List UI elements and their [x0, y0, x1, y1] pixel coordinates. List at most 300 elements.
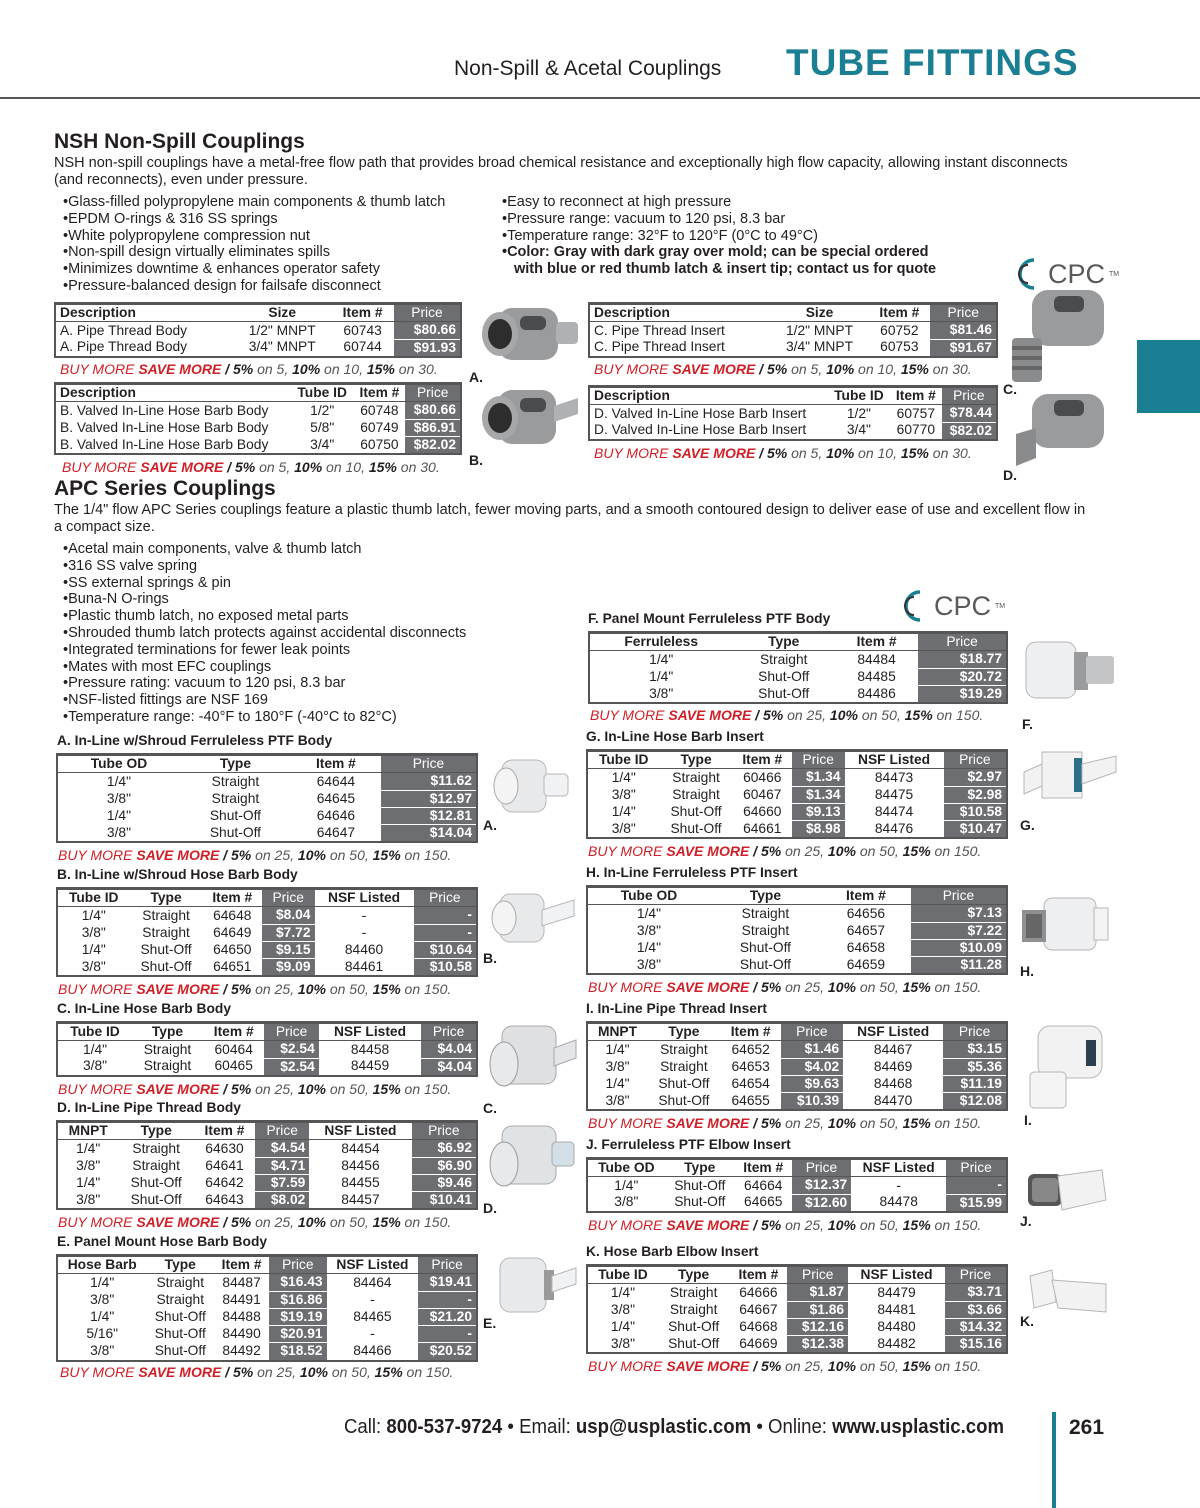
buy-more-save-more: [590, 707, 983, 723]
column-header: Price: [269, 1256, 327, 1274]
section-title-c: C. In-Line Hose Barb Body: [57, 1001, 232, 1016]
buy-more-save-more: [58, 847, 451, 863]
nsh-bullets-left: [63, 194, 445, 295]
column-header: Price: [781, 1023, 844, 1041]
table-cell: 84478: [851, 1194, 946, 1212]
discount-sep: /: [219, 1214, 231, 1230]
column-header: Item #: [835, 633, 918, 651]
discount-qty: on 50,: [327, 1364, 375, 1380]
section-title-k: K. Hose Barb Elbow Insert: [586, 1244, 759, 1259]
buy-more-text: BUY MORE: [58, 847, 137, 863]
table-cell: 3/8": [57, 825, 180, 843]
buy-more-save-more: [588, 1217, 981, 1233]
bullet-item: • 316 SS valve spring: [63, 558, 466, 575]
discount-tier: 10%: [297, 847, 326, 863]
discount-sep: /: [221, 361, 233, 377]
image-label: H.: [1020, 963, 1034, 979]
table-row: [55, 402, 461, 419]
column-header: Type: [132, 1023, 203, 1041]
coupling-image: [484, 886, 576, 950]
table-cell: 1/4": [57, 1140, 118, 1157]
table-cell: -: [418, 1291, 477, 1308]
table-cell: Shut-Off: [180, 825, 291, 843]
image-label: A.: [483, 817, 497, 833]
image-label: B.: [469, 452, 483, 468]
column-header: Tube ID: [587, 1266, 658, 1284]
discount-tier: 5%: [760, 1217, 782, 1233]
table-cell: 1/4": [57, 1174, 118, 1191]
table-cell: $9.15: [262, 941, 315, 958]
discount-tier: 15%: [902, 979, 931, 995]
table-cell: $15.16: [945, 1336, 1007, 1354]
column-header: Tube ID: [291, 384, 353, 402]
table-cell: $2.97: [944, 769, 1007, 786]
bullet-item: • SS external springs & pin: [63, 575, 466, 592]
table-cell: $3.66: [945, 1301, 1007, 1318]
table-cell: $7.72: [262, 924, 315, 941]
footer-sep: • Online:: [751, 1416, 833, 1438]
discount-qty: on 25,: [251, 847, 298, 863]
table-cell: 84488: [214, 1308, 269, 1325]
buy-more-save-more: [588, 843, 981, 859]
table-row: [55, 436, 461, 454]
table-cell: 1/4": [57, 807, 180, 824]
cpc-logo-icon: CPC TM: [1018, 257, 1119, 291]
table-row: [587, 1177, 1007, 1194]
discount-tier: 15%: [372, 981, 401, 997]
column-header: Item #: [735, 1159, 792, 1177]
save-more-text: SAVE MORE: [666, 1358, 750, 1374]
table-cell: $10.64: [414, 941, 477, 958]
discount-qty: on 25,: [781, 1217, 828, 1233]
discount-sep: /: [749, 1358, 761, 1374]
table-cell: 1/4": [587, 1075, 647, 1092]
table-cell: A. Pipe Thread Body: [55, 339, 233, 357]
table-cell: $9.13: [792, 803, 845, 820]
discount-tier: 5%: [232, 1364, 254, 1380]
table-cell: 1/4": [589, 668, 732, 685]
coupling-image: [1012, 740, 1122, 816]
buy-more-save-more: [588, 979, 981, 995]
table-cell: 64644: [291, 773, 381, 790]
column-header: Item #: [868, 304, 930, 322]
discount-tier: 10%: [294, 459, 323, 475]
table-cell: 60749: [353, 419, 405, 436]
apc-table-i: [586, 1021, 1008, 1111]
section-title-g: G. In-Line Hose Barb Insert: [586, 729, 764, 744]
apc-intro: The 1/4" flow APC Series couplings feature a plastic thumb latch, fewer moving parts, and a smooth contoured design to deliver ease of use and excellent flow in a compact size.: [54, 502, 1086, 535]
table-cell: -: [327, 1326, 419, 1343]
discount-tier: 10%: [827, 1115, 856, 1131]
column-header: MNPT: [57, 1122, 118, 1140]
apc-table-j: [586, 1157, 1008, 1213]
table-cell: 60770: [890, 422, 942, 440]
table-cell: 84459: [319, 1058, 421, 1076]
nsh-table-a: [54, 302, 462, 358]
discount-sep: /: [221, 1364, 233, 1380]
column-header: Tube ID: [57, 1023, 132, 1041]
section-title-d: D. In-Line Pipe Thread Body: [57, 1100, 241, 1115]
table-cell: Straight: [146, 1291, 214, 1308]
table-row: [587, 1075, 1007, 1092]
table-cell: $10.58: [414, 959, 477, 977]
table-cell: Shut-Off: [659, 803, 732, 820]
column-header: Type: [129, 889, 202, 907]
discount-qty: on 50,: [325, 1214, 373, 1230]
table-cell: $11.19: [943, 1075, 1007, 1092]
table-cell: 64661: [733, 821, 792, 839]
column-header: Description: [55, 384, 291, 402]
buy-more-text: BUY MORE: [60, 361, 139, 377]
discount-qty: on 25,: [251, 981, 298, 997]
table-cell: 1/4": [587, 1318, 658, 1335]
table-cell: 84490: [214, 1326, 269, 1343]
cpc-logo-text: CPC: [934, 590, 992, 621]
table-cell: 84492: [214, 1343, 269, 1361]
table-cell: 84457: [309, 1192, 411, 1210]
table-cell: 84469: [843, 1058, 943, 1075]
bullet-item: • Mates with most EFC couplings: [63, 659, 466, 676]
bullet-item: • Plastic thumb latch, no exposed metal parts: [63, 608, 466, 625]
table-cell: $16.86: [269, 1291, 327, 1308]
discount-tier: 10%: [826, 361, 855, 377]
column-header: Size: [771, 304, 868, 322]
discount-tier: 5%: [760, 843, 782, 859]
column-header: Item #: [729, 1266, 787, 1284]
bullet-item: • Temperature range: -40°F to 180°F (-40°C to 82°C): [63, 709, 466, 726]
buy-more-text: BUY MORE: [58, 1214, 137, 1230]
table-cell: Straight: [146, 1274, 214, 1291]
column-header: Tube ID: [828, 387, 890, 405]
table-cell: Shut-Off: [146, 1326, 214, 1343]
table-cell: 60750: [353, 436, 405, 454]
bullet-item: • Buna-N O-rings: [63, 591, 466, 608]
table-cell: 60752: [868, 322, 930, 339]
footer-phone[interactable]: 800-537-9724: [386, 1416, 503, 1438]
table-cell: $5.36: [943, 1058, 1007, 1075]
discount-tier: 5%: [766, 361, 788, 377]
column-header: Item #: [890, 387, 942, 405]
apc-table-c: [56, 1021, 478, 1077]
buy-more-save-more: [588, 1115, 981, 1131]
table-row: [587, 1318, 1007, 1335]
table-cell: $2.54: [264, 1058, 318, 1076]
table-cell: 64668: [729, 1318, 787, 1335]
save-more-text: SAVE MORE: [138, 1364, 222, 1380]
column-header: Price: [412, 1122, 477, 1140]
table-row: [587, 1284, 1007, 1301]
table-cell: $15.99: [946, 1194, 1007, 1212]
table-cell: Straight: [129, 924, 202, 941]
table-row: [57, 825, 477, 843]
save-more-text: SAVE MORE: [136, 1081, 220, 1097]
table-cell: 1/4": [57, 941, 129, 958]
table-cell: $82.02: [942, 422, 997, 440]
discount-qty: on 25,: [781, 1115, 828, 1131]
table-cell: C. Pipe Thread Insert: [589, 339, 771, 357]
table-cell: 84473: [845, 769, 944, 786]
apc-title: APC Series Couplings: [54, 477, 276, 500]
column-header: Price: [418, 1256, 477, 1274]
discount-tier: 10%: [829, 707, 858, 723]
coupling-image: [470, 298, 582, 370]
table-cell: 60467: [733, 786, 792, 803]
apc-table-g: [586, 749, 1008, 839]
table-cell: Straight: [710, 922, 821, 939]
apc-table-d: [56, 1120, 478, 1210]
table-cell: 3/8": [587, 786, 659, 803]
buy-more-save-more: [60, 1364, 453, 1380]
table-cell: Straight: [710, 905, 821, 922]
table-row: [587, 803, 1007, 820]
table-cell: $10.39: [781, 1093, 844, 1111]
table-cell: $11.62: [381, 773, 477, 790]
nsh-intro: NSH non-spill couplings have a metal-free flow path that provides broad chemical resistance and exceptionally high flow capacity, allowing instant disconnects (and reconnects), even under pressure.: [54, 155, 1068, 188]
buy-more-text: BUY MORE: [590, 707, 669, 723]
image-label: A.: [469, 369, 483, 385]
table-row: [57, 1174, 477, 1191]
table-cell: $19.19: [269, 1308, 327, 1325]
table-cell: $19.41: [418, 1274, 477, 1291]
discount-tier: 5%: [766, 445, 788, 461]
column-header: Description: [589, 387, 828, 405]
discount-qty: on 25,: [251, 1081, 298, 1097]
discount-qty: on 10,: [854, 445, 901, 461]
table-cell: $7.22: [911, 922, 1007, 939]
discount-qty: on 150.: [400, 1081, 452, 1097]
buy-more-text: BUY MORE: [594, 445, 673, 461]
table-cell: $10.58: [944, 803, 1007, 820]
table-cell: 60753: [868, 339, 930, 357]
save-more-text: SAVE MORE: [672, 361, 756, 377]
table-cell: Straight: [132, 1058, 203, 1076]
coupling-image: [482, 1250, 578, 1322]
discount-qty: on 30.: [396, 459, 440, 475]
buy-more-text: BUY MORE: [60, 1364, 139, 1380]
discount-tier: 5%: [762, 707, 784, 723]
image-label: F.: [1022, 716, 1033, 732]
coupling-image: [1002, 388, 1118, 472]
table-row: [55, 322, 461, 339]
bullet-item: • EPDM O-rings & 316 SS springs: [63, 211, 445, 228]
table-row: [589, 405, 997, 422]
table-cell: $91.93: [394, 339, 461, 357]
apc-table-h: [586, 885, 1008, 975]
table-cell: $19.29: [918, 685, 1007, 703]
discount-qty: on 25,: [251, 1214, 298, 1230]
table-cell: 3/8": [587, 922, 710, 939]
table-cell: 60464: [203, 1041, 264, 1058]
table-cell: Shut-Off: [658, 1336, 730, 1354]
column-header: MNPT: [587, 1023, 647, 1041]
table-cell: $2.98: [944, 786, 1007, 803]
column-header: NSF Listed: [851, 1159, 946, 1177]
table-cell: $12.37: [792, 1177, 852, 1194]
column-header: Item #: [721, 1023, 781, 1041]
table-cell: 64651: [203, 959, 262, 977]
table-cell: 84464: [327, 1274, 419, 1291]
discount-tier: 15%: [372, 1081, 401, 1097]
discount-tier: 10%: [827, 979, 856, 995]
table-cell: $86.91: [405, 419, 461, 436]
column-header: Price: [264, 1023, 318, 1041]
table-cell: Shut-Off: [732, 685, 835, 703]
discount-qty: on 50,: [325, 981, 373, 997]
table-cell: $20.52: [418, 1343, 477, 1361]
bullet-item: • Color: Gray with dark gray over mold; can be special ordered: [502, 244, 936, 261]
table-cell: 1/4": [587, 803, 659, 820]
save-more-text: SAVE MORE: [666, 979, 750, 995]
buy-more-save-more: [58, 981, 451, 997]
table-cell: -: [851, 1177, 946, 1194]
column-header: Item #: [291, 755, 381, 773]
section-title-a: A. In-Line w/Shroud Ferruleless PTF Body: [57, 733, 333, 748]
discount-sep: /: [219, 981, 231, 997]
column-header: Type: [118, 1122, 194, 1140]
discount-tier: 10%: [297, 1214, 326, 1230]
coupling-image: [1002, 282, 1118, 390]
table-cell: 84465: [327, 1308, 419, 1325]
apc-table-b: [56, 887, 478, 977]
discount-qty: on 150.: [930, 979, 982, 995]
discount-qty: on 25,: [783, 707, 830, 723]
bullet-item: • White polypropylene compression nut: [63, 228, 445, 245]
header-title: TUBE FITTINGS: [786, 42, 1079, 83]
image-label: D.: [1003, 467, 1017, 483]
buy-more-text: BUY MORE: [588, 1358, 667, 1374]
column-header: Price: [930, 304, 997, 322]
section-title-j: J. Ferruleless PTF Elbow Insert: [586, 1137, 791, 1152]
table-cell: 64646: [291, 807, 381, 824]
discount-tier: 15%: [902, 1358, 931, 1374]
table-cell: 3/8": [57, 959, 129, 977]
nsh-table-c: [588, 302, 998, 358]
table-cell: 84458: [319, 1041, 421, 1058]
discount-tier: 5%: [760, 979, 782, 995]
column-header: Price: [943, 1023, 1007, 1041]
table-row: [589, 322, 997, 339]
discount-qty: on 5,: [787, 445, 827, 461]
buy-more-save-more: [58, 1081, 451, 1097]
table-row: [587, 1194, 1007, 1212]
table-cell: Straight: [659, 769, 732, 786]
table-cell: $9.09: [262, 959, 315, 977]
discount-tier: 15%: [372, 1214, 401, 1230]
discount-qty: on 150.: [932, 707, 984, 723]
table-cell: 84476: [845, 821, 944, 839]
bullet-item: • Non-spill design virtually eliminates spills: [63, 244, 445, 261]
image-label: K.: [1020, 1313, 1034, 1329]
coupling-image: [482, 1020, 578, 1102]
bullet-item: • Shrouded thumb latch protects against accidental disconnects: [63, 625, 466, 642]
save-more-text: SAVE MORE: [672, 445, 756, 461]
footer-email[interactable]: usp@usplastic.com: [575, 1416, 752, 1438]
discount-tier: 15%: [366, 361, 395, 377]
table-cell: $2.54: [264, 1041, 318, 1058]
table-cell: Straight: [647, 1041, 721, 1058]
table-cell: 84460: [315, 941, 414, 958]
bullet-item: • Integrated terminations for fewer leak points: [63, 642, 466, 659]
buy-more-text: BUY MORE: [58, 981, 137, 997]
section-title-h: H. In-Line Ferruleless PTF Insert: [586, 865, 798, 880]
table-cell: D. Valved In-Line Hose Barb Insert: [589, 405, 828, 422]
apc-table-f: [588, 631, 1008, 704]
table-row: [57, 959, 477, 977]
table-cell: 1/4": [587, 1284, 658, 1301]
table-row: [587, 1336, 1007, 1354]
column-header: Description: [589, 304, 771, 322]
column-header: Tube ID: [587, 751, 659, 769]
table-cell: 64667: [729, 1301, 787, 1318]
table-cell: $4.54: [255, 1140, 309, 1157]
column-header: Type: [658, 1266, 730, 1284]
table-cell: B. Valved In-Line Hose Barb Body: [55, 402, 291, 419]
table-cell: $81.46: [930, 322, 997, 339]
table-cell: $3.15: [943, 1041, 1007, 1058]
table-row: [589, 685, 1007, 703]
table-cell: $4.02: [781, 1058, 844, 1075]
image-label: G.: [1020, 817, 1035, 833]
discount-qty: on 150.: [930, 1115, 982, 1131]
discount-tier: 5%: [230, 1214, 252, 1230]
discount-qty: on 30.: [928, 445, 972, 461]
table-cell: 64654: [721, 1075, 781, 1092]
footer-website[interactable]: www.usplastic.com: [832, 1416, 1005, 1438]
discount-tier: 10%: [299, 1364, 328, 1380]
table-row: [587, 786, 1007, 803]
column-header: Type: [732, 633, 835, 651]
table-cell: Straight: [647, 1058, 721, 1075]
table-cell: 1/4": [57, 907, 129, 924]
table-row: [57, 1192, 477, 1210]
discount-qty: on 5,: [787, 361, 827, 377]
buy-more-text: BUY MORE: [588, 843, 667, 859]
table-cell: Shut-Off: [665, 1194, 735, 1212]
table-row: [57, 807, 477, 824]
discount-sep: /: [755, 361, 767, 377]
buy-more-save-more: [594, 445, 972, 461]
discount-tier: 15%: [368, 459, 397, 475]
column-header: Type: [659, 751, 732, 769]
discount-qty: on 150.: [400, 981, 452, 997]
discount-sep: /: [749, 1217, 761, 1233]
table-cell: 64643: [194, 1192, 255, 1210]
discount-qty: on 50,: [855, 1358, 903, 1374]
image-label: I.: [1024, 1112, 1032, 1128]
discount-qty: on 25,: [781, 1358, 828, 1374]
discount-tier: 5%: [234, 459, 256, 475]
discount-sep: /: [755, 445, 767, 461]
coupling-image: [470, 378, 582, 456]
image-label: B.: [483, 950, 497, 966]
discount-tier: 10%: [827, 1358, 856, 1374]
column-header: Item #: [203, 1023, 264, 1041]
table-cell: 60748: [353, 402, 405, 419]
discount-sep: /: [749, 1115, 761, 1131]
table-cell: $1.46: [781, 1041, 844, 1058]
table-cell: Shut-Off: [710, 939, 821, 956]
table-cell: 3/8": [587, 821, 659, 839]
table-row: [57, 1326, 477, 1343]
table-cell: 84455: [309, 1174, 411, 1191]
table-cell: 84475: [845, 786, 944, 803]
coupling-image: [1012, 1160, 1118, 1218]
table-cell: 3/8": [57, 1192, 118, 1210]
column-header: Item #: [733, 751, 792, 769]
discount-tier: 10%: [297, 1081, 326, 1097]
bullet-item: • Temperature range: 32°F to 120°F (0°C to 49°C): [502, 228, 936, 245]
table-cell: 64669: [729, 1336, 787, 1354]
